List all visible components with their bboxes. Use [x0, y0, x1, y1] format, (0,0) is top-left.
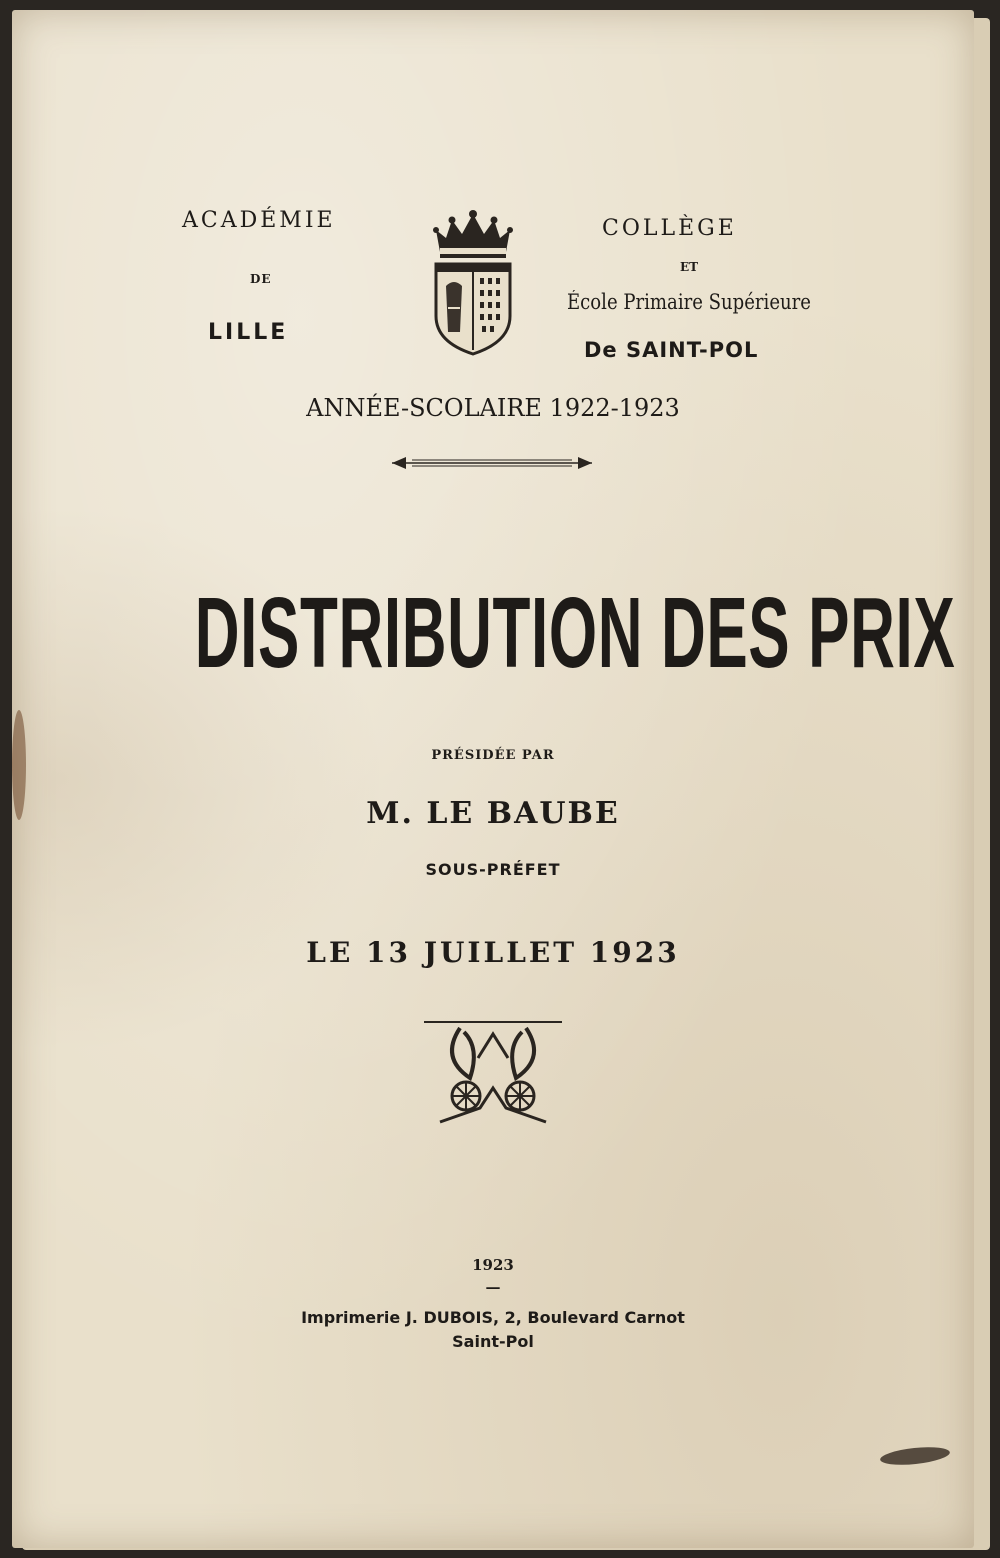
presided-by-label: PRÉSIDÉE PAR — [431, 748, 555, 763]
edge-stain — [12, 710, 26, 820]
main-title: DISTRIBUTION DES PRIX — [194, 577, 956, 689]
header-academie: ACADÉMIE — [182, 208, 336, 233]
president-name: M. LE BAUBE — [366, 796, 620, 831]
coat-of-arms-icon — [426, 208, 520, 356]
header-de: DE — [250, 272, 272, 286]
president-role: SOUS-PRÉFET — [425, 860, 561, 879]
printer-address: Imprimerie J. DUBOIS, 2, Boulevard Carnot — [301, 1308, 685, 1327]
document-cover-page — [12, 10, 974, 1548]
header-et: ET — [680, 260, 699, 274]
school-year: ANNÉE-SCOLAIRE 1922-1923 — [306, 394, 680, 422]
header-college: COLLÈGE — [602, 216, 737, 241]
event-date: LE 13 JUILLET 1923 — [306, 936, 680, 969]
header-lille: LILLE — [208, 320, 289, 345]
printer-city: Saint-Pol — [452, 1332, 534, 1351]
ornamental-rule-icon — [392, 456, 592, 470]
footer-separator: — — [485, 1278, 501, 1296]
wheel-vignette-icon — [420, 1018, 566, 1130]
footer-year: 1923 — [472, 1256, 514, 1274]
header-saint-pol: De SAINT-POL — [584, 338, 759, 362]
header-ecole-primaire: École Primaire Supérieure — [567, 290, 811, 314]
ink-stain — [879, 1444, 950, 1467]
